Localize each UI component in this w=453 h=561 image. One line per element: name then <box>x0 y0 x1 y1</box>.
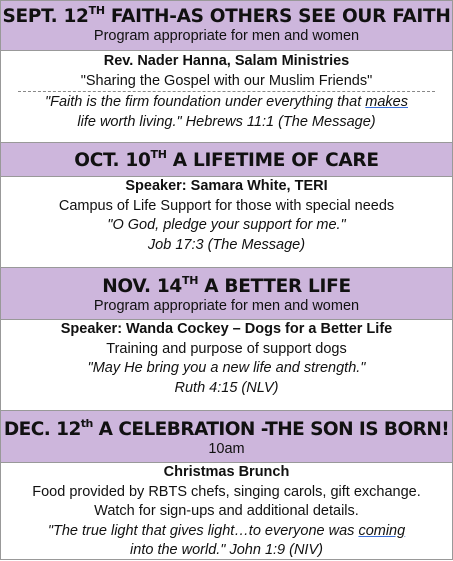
event-speaker: Rev. Nader Hanna, Salam Ministries <box>103 53 350 69</box>
title-text: A BETTER LIFE <box>198 276 351 297</box>
event-body <box>0 177 453 255</box>
quote-text: "The true light that gives light…to everyone was <box>47 522 359 539</box>
event-quote-ref: Job 17:3 (The Message) <box>147 236 306 253</box>
event-body <box>0 320 453 398</box>
quote-text: "Faith is the firm foundation under everything that <box>44 94 366 110</box>
title-date: DEC. 12 <box>3 419 81 440</box>
event-topic: "Sharing the Gospel with our Muslim Friends" <box>80 72 373 89</box>
event-subtitle: Program appropriate for men and women <box>93 298 360 314</box>
event-title <box>0 150 453 172</box>
event-nov <box>0 267 453 398</box>
event-title <box>0 419 453 441</box>
title-date: NOV. 14 <box>102 276 182 297</box>
spell-underlined-word: coming <box>358 522 406 539</box>
event-quote: "O God, pledge your support for me." <box>107 217 346 233</box>
event-body <box>0 51 453 132</box>
event-speaker: Speaker: Samara White, TERI <box>125 178 328 194</box>
event-quote: "May He bring you a new life and strength." <box>87 360 366 376</box>
event-quote <box>18 91 435 113</box>
event-header <box>0 267 453 320</box>
event-sept <box>0 0 453 132</box>
event-quote <box>0 522 453 542</box>
event-speaker: Christmas Brunch <box>163 464 290 480</box>
event-quote-ref: Ruth 4:15 (NLV) <box>174 379 279 396</box>
event-topic: Campus of Life Support for those with special needs <box>58 197 395 214</box>
title-date: SEPT. 12 <box>2 6 89 27</box>
event-body <box>0 463 453 561</box>
title-suffix: TH <box>181 274 199 287</box>
title-suffix: TH <box>88 4 105 17</box>
event-quote-ref: into the world." John 1:9 (NIV) <box>130 542 323 558</box>
event-title <box>0 6 453 28</box>
event-topic-detail: Watch for sign-ups and additional details. <box>94 503 359 519</box>
title-suffix: th <box>80 417 93 430</box>
event-header <box>0 0 453 51</box>
title-text: A LIFETIME OF CARE <box>166 150 379 171</box>
event-header <box>0 142 453 177</box>
event-subtitle: Program appropriate for men and women <box>93 28 360 44</box>
title-suffix: TH <box>150 148 167 161</box>
event-header <box>0 410 453 463</box>
event-dec <box>0 410 453 561</box>
event-quote-ref: life worth living." Hebrews 11:1 (The Message) <box>77 113 376 130</box>
event-subtitle: 10am <box>208 441 245 457</box>
title-date: OCT. 10 <box>74 150 151 171</box>
event-speaker: Speaker: Wanda Cockey – Dogs for a Better Life <box>60 321 393 337</box>
event-oct <box>0 142 453 255</box>
title-text: A CELEBRATION -THE SON IS BORN! <box>92 419 450 440</box>
event-title <box>0 276 453 298</box>
event-topic: Food provided by RBTS chefs, singing carols, gift exchange. <box>32 483 421 500</box>
title-text: FAITH-AS OTHERS SEE OUR FAITH <box>104 6 451 27</box>
spell-underlined-word: makes <box>365 94 408 110</box>
event-topic: Training and purpose of support dogs <box>106 340 347 357</box>
